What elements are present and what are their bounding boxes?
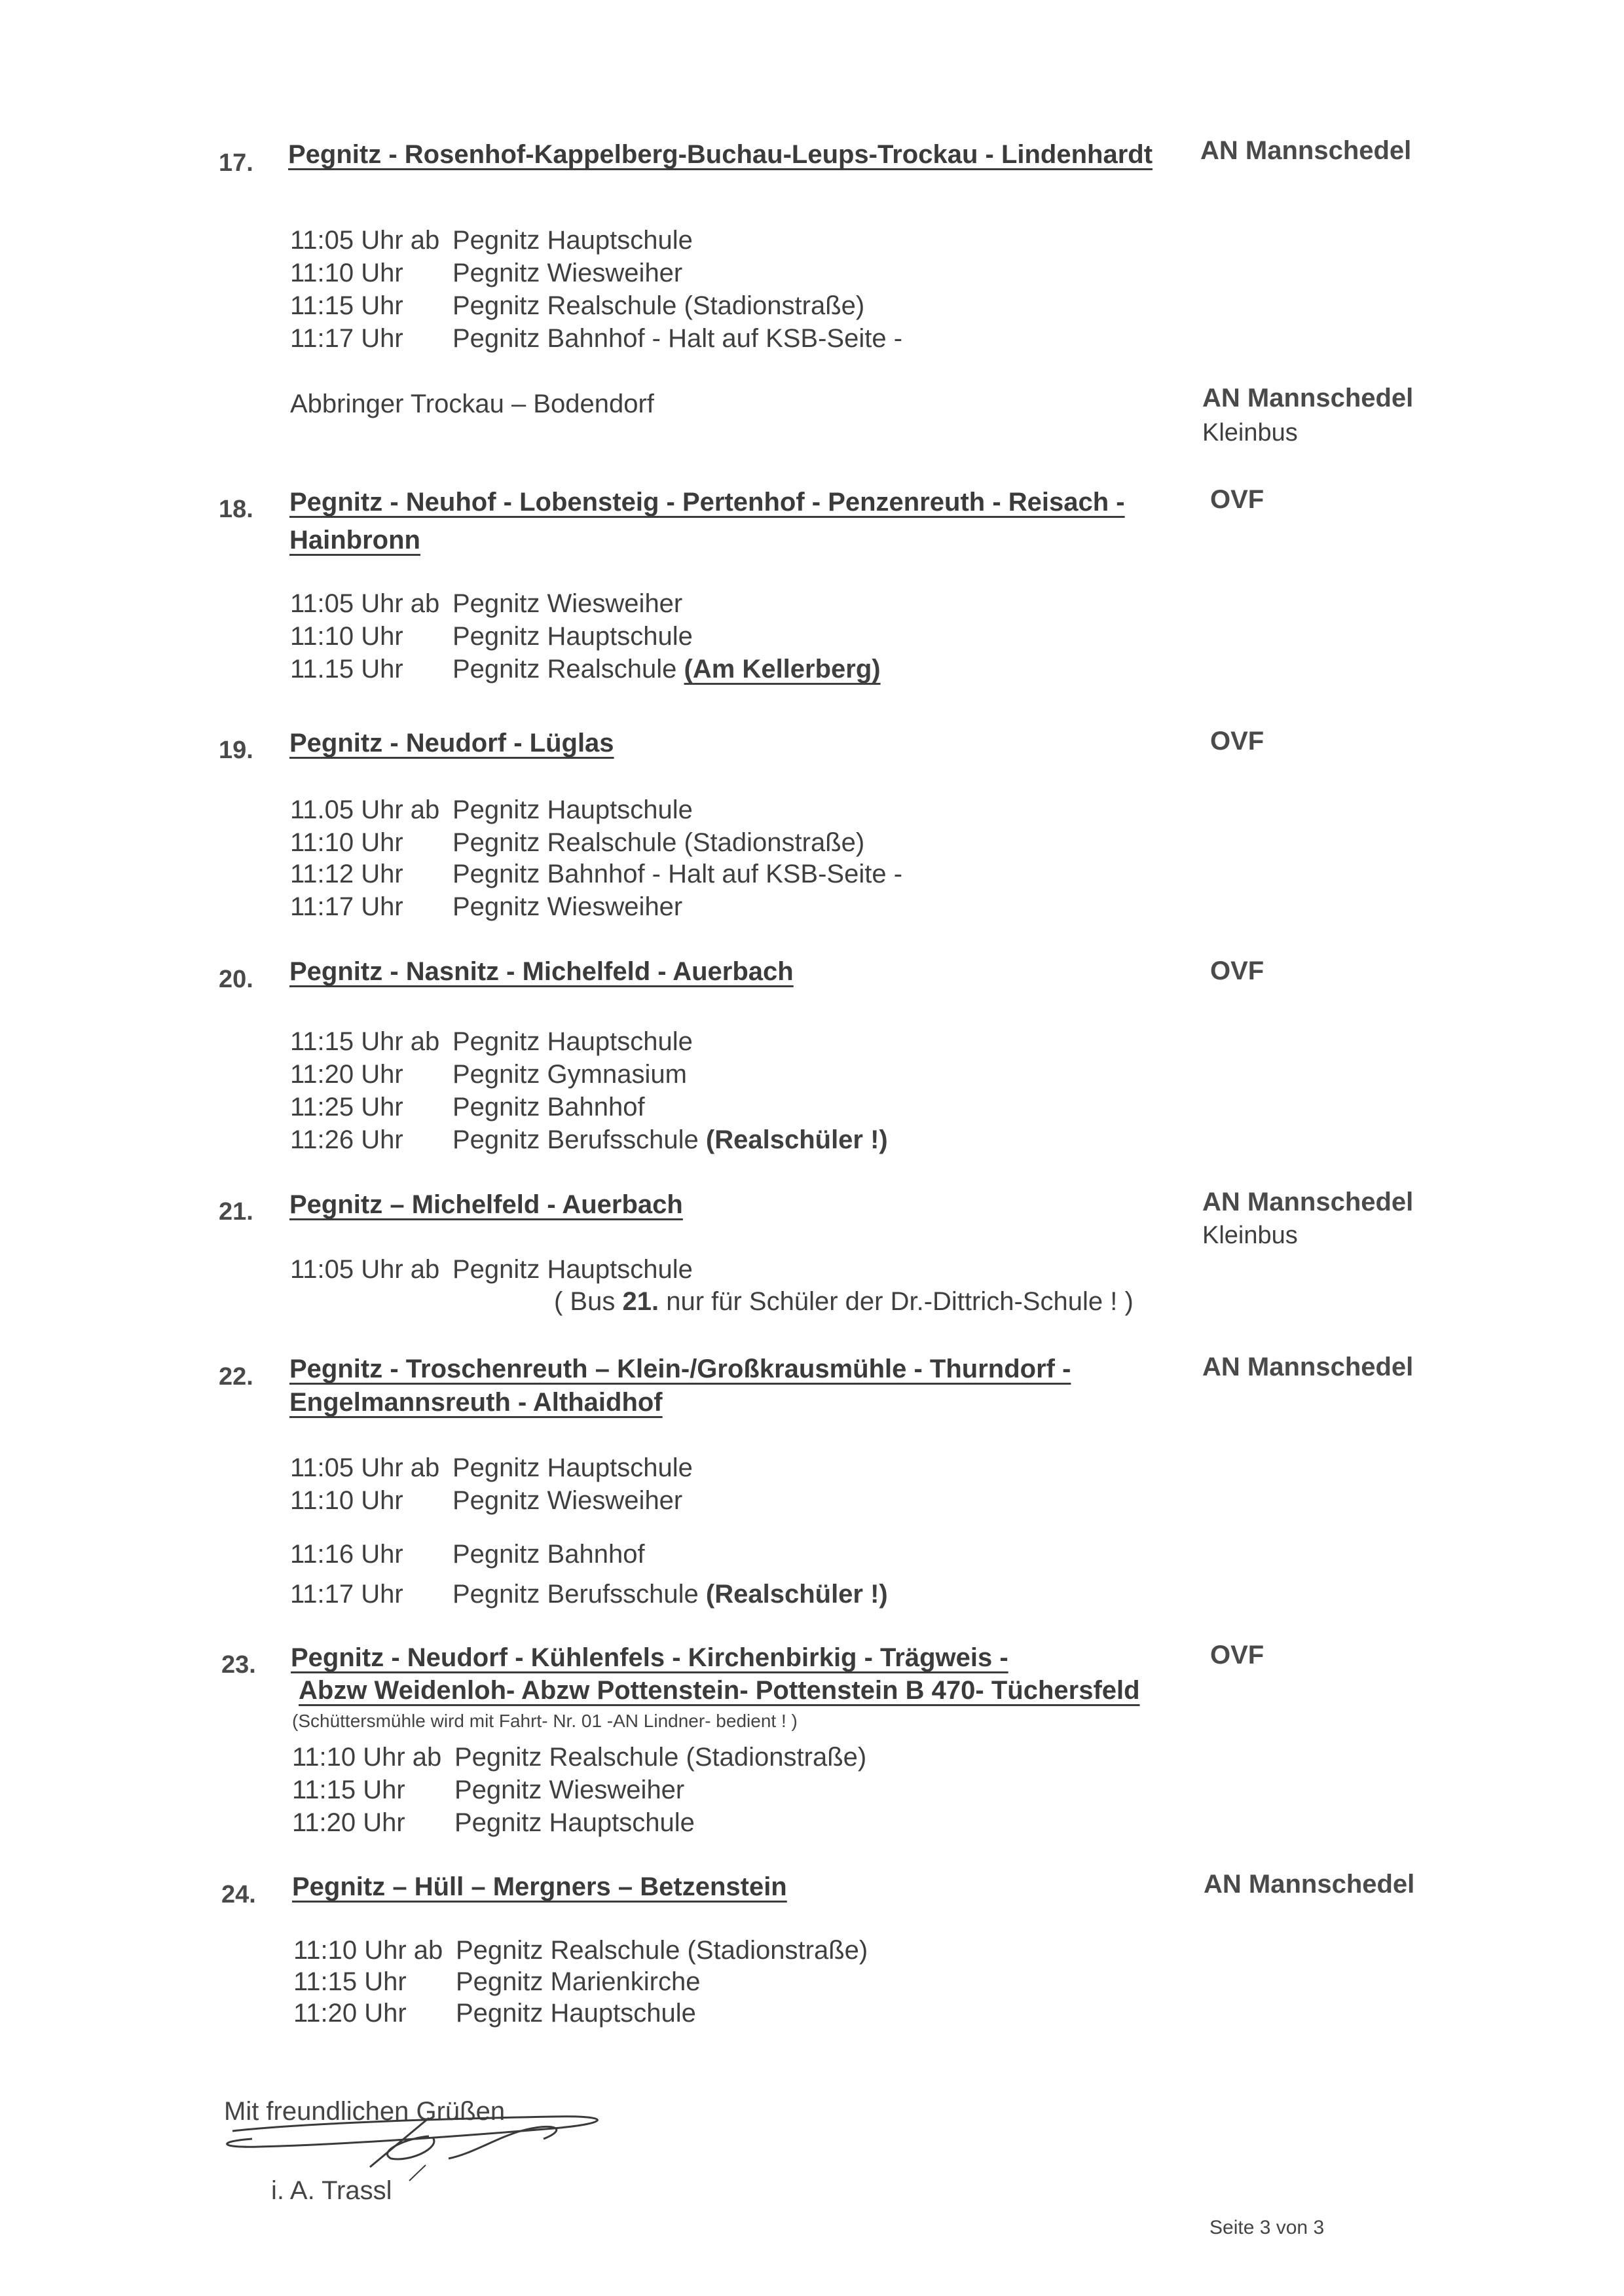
route-title: Pegnitz – Michelfeld - Auerbach	[289, 1190, 683, 1219]
departure-time: 11:05 Uhr ab	[290, 226, 440, 255]
schedule-row	[290, 1060, 687, 1089]
departure-time: 11:15 Uhr ab	[290, 1027, 440, 1056]
route-title: Pegnitz - Rosenhof-Kappelberg-Buchau-Leups-Trockau - Lindenhardt	[288, 140, 1153, 169]
stop-name: Pegnitz Wiesweiher	[454, 1776, 685, 1804]
stop-name: Pegnitz Berufsschule	[452, 1125, 699, 1154]
closing-greeting: Mit freundlichen Grüßen	[224, 2097, 506, 2126]
route-title-line2: Abzw Weidenloh- Abzw Pottenstein- Pottenstein B 470- Tüchersfeld	[299, 1676, 1140, 1705]
schedule-row	[290, 226, 693, 255]
route-operator: AN Mannschedel	[1202, 1353, 1414, 1381]
departure-time: 11:20 Uhr	[292, 1808, 405, 1837]
stop-name: Pegnitz Wiesweiher	[452, 259, 683, 287]
route-title-line2: Hainbronn	[289, 526, 420, 555]
schedule-row	[292, 1743, 866, 1772]
stop-name: Pegnitz Bahnhof	[452, 1540, 645, 1569]
signer-name: i. A. Trassl	[271, 2176, 392, 2205]
schedule-row	[290, 1580, 888, 1609]
stop-name: Pegnitz Hauptschule	[452, 1255, 693, 1284]
stop-name: Pegnitz Hauptschule	[452, 1027, 693, 1056]
route-operator: AN Mannschedel	[1204, 1870, 1415, 1899]
schedule-row	[290, 1125, 888, 1155]
schedule-row	[293, 1999, 696, 2028]
departure-time: 11:10 Uhr	[290, 259, 403, 287]
stop-name: Pegnitz Hauptschule	[454, 1808, 695, 1837]
stop-name: Pegnitz Realschule (Stadionstraße)	[452, 828, 865, 857]
route-title: Pegnitz - Neudorf - Lüglas	[289, 729, 614, 757]
schedule-row	[290, 1255, 693, 1285]
route-number: 19.	[219, 737, 253, 764]
schedule-row	[290, 324, 902, 354]
stop-remark: (Realschüler !)	[705, 1125, 888, 1154]
route-number: 17.	[219, 149, 253, 177]
feeder-label: Abbringer Trockau – Bodendorf	[290, 390, 654, 418]
stop-name: Pegnitz Wiesweiher	[452, 589, 683, 618]
schedule-row	[290, 259, 682, 288]
departure-time: 11:17 Uhr	[290, 324, 403, 353]
schedule-row	[290, 655, 881, 684]
stop-name: Pegnitz Realschule	[452, 655, 677, 683]
handwritten-signature	[213, 2105, 632, 2183]
schedule-row	[290, 860, 902, 889]
route-title-line1: Pegnitz - Troschenreuth – Klein-/Großkrausmühle - Thurndorf -	[289, 1355, 1071, 1383]
schedule-row	[290, 1093, 645, 1122]
schedule-row	[290, 589, 682, 619]
route-operator: OVF	[1210, 485, 1264, 514]
departure-time: 11:20 Uhr	[290, 1060, 403, 1089]
route-number: 21.	[219, 1198, 253, 1226]
stop-name: Pegnitz Bahnhof	[452, 1093, 645, 1121]
route-operator: AN Mannschedel	[1202, 1188, 1414, 1216]
departure-time: 11.05 Uhr ab	[290, 795, 440, 824]
stop-name: Pegnitz Realschule (Stadionstraße)	[454, 1743, 867, 1772]
route-title-line1: Pegnitz - Neudorf - Kühlenfels - Kirchenbirkig - Trägweis -	[291, 1643, 1008, 1672]
schedule-row	[290, 622, 693, 651]
stop-name: Pegnitz Gymnasium	[452, 1060, 687, 1089]
route-title-line1: Pegnitz - Neuhof - Lobensteig - Pertenhof - Penzenreuth - Reisach -	[289, 488, 1125, 517]
route-number: 24.	[221, 1881, 256, 1908]
schedule-row	[290, 291, 864, 321]
stop-location-emphasis: (Am Kellerberg)	[684, 655, 881, 683]
stop-name: Pegnitz Bahnhof - Halt auf KSB-Seite -	[452, 860, 903, 888]
route-operator: AN Mannschedel	[1200, 136, 1412, 165]
stop-name: Pegnitz Hauptschule	[452, 622, 693, 651]
route-note: ( Bus 21. nur für Schüler der Dr.-Dittrich-Schule ! )	[554, 1287, 1134, 1316]
departure-time: 11:15 Uhr	[293, 1967, 407, 1996]
stop-name: Pegnitz Wiesweiher	[452, 1486, 683, 1515]
stop-remark: (Realschüler !)	[705, 1580, 888, 1609]
route-operator: OVF	[1210, 1641, 1264, 1669]
departure-time: 11:10 Uhr ab	[292, 1743, 442, 1772]
stop-name: Pegnitz Berufsschule	[452, 1580, 699, 1609]
feeder-vehicle: Kleinbus	[1202, 419, 1298, 446]
bus-number: 21.	[622, 1287, 659, 1316]
departure-time: 11:05 Uhr ab	[290, 1255, 440, 1284]
departure-time: 11:16 Uhr	[290, 1540, 403, 1569]
schedule-row	[290, 828, 864, 858]
schedule-row	[290, 1453, 693, 1483]
stop-name: Pegnitz Realschule (Stadionstraße)	[456, 1936, 868, 1965]
departure-time: 11:12 Uhr	[290, 860, 403, 888]
stop-name: Pegnitz Bahnhof - Halt auf KSB-Seite -	[452, 324, 903, 353]
stop-name: Pegnitz Hauptschule	[452, 795, 693, 824]
departure-time: 11.15 Uhr	[290, 655, 403, 683]
route-footnote: (Schüttersmühle wird mit Fahrt- Nr. 01 -AN Lindner- bedient ! )	[292, 1711, 798, 1731]
schedule-row	[293, 1967, 701, 1997]
departure-time: 11:05 Uhr ab	[290, 1453, 440, 1482]
stop-name: Pegnitz Hauptschule	[456, 1999, 696, 2028]
departure-time: 11:25 Uhr	[290, 1093, 403, 1121]
departure-time: 11:15 Uhr	[292, 1776, 405, 1804]
schedule-row	[290, 1540, 645, 1569]
stop-name: Pegnitz Marienkirche	[456, 1967, 701, 1996]
schedule-row	[293, 1936, 868, 1965]
stop-name: Pegnitz Wiesweiher	[452, 892, 683, 921]
departure-time: 11:17 Uhr	[290, 1580, 403, 1609]
schedule-row	[290, 892, 682, 922]
departure-time: 11:10 Uhr ab	[293, 1936, 443, 1965]
departure-time: 11:10 Uhr	[290, 1486, 403, 1515]
departure-time: 11:20 Uhr	[293, 1999, 407, 2028]
schedule-row	[292, 1808, 695, 1838]
route-title-line2: Engelmannsreuth - Althaidhof	[289, 1388, 663, 1417]
departure-time: 11:10 Uhr	[290, 622, 403, 651]
schedule-row	[290, 795, 693, 825]
feeder-operator: AN Mannschedel	[1202, 384, 1414, 412]
stop-name: Pegnitz Hauptschule	[452, 226, 693, 255]
route-operator: OVF	[1210, 957, 1264, 985]
route-title: Pegnitz – Hüll – Mergners – Betzenstein	[292, 1872, 787, 1901]
route-operator: OVF	[1210, 727, 1264, 756]
route-number: 22.	[219, 1363, 253, 1391]
departure-time: 11:15 Uhr	[290, 291, 403, 320]
stop-name: Pegnitz Realschule (Stadionstraße)	[452, 291, 865, 320]
route-title: Pegnitz - Nasnitz - Michelfeld - Auerbach	[289, 957, 794, 986]
stop-name: Pegnitz Hauptschule	[452, 1453, 693, 1482]
route-number: 20.	[219, 966, 253, 993]
departure-time: 11:05 Uhr ab	[290, 589, 440, 618]
route-vehicle: Kleinbus	[1202, 1222, 1298, 1249]
schedule-row	[290, 1027, 693, 1057]
schedule-row	[292, 1776, 684, 1805]
page-number: Seite 3 von 3	[1209, 2217, 1325, 2238]
departure-time: 11:26 Uhr	[290, 1125, 403, 1154]
departure-time: 11:17 Uhr	[290, 892, 403, 921]
route-number: 23.	[221, 1651, 256, 1679]
departure-time: 11:10 Uhr	[290, 828, 403, 857]
route-number: 18.	[219, 496, 253, 523]
schedule-row	[290, 1486, 682, 1516]
